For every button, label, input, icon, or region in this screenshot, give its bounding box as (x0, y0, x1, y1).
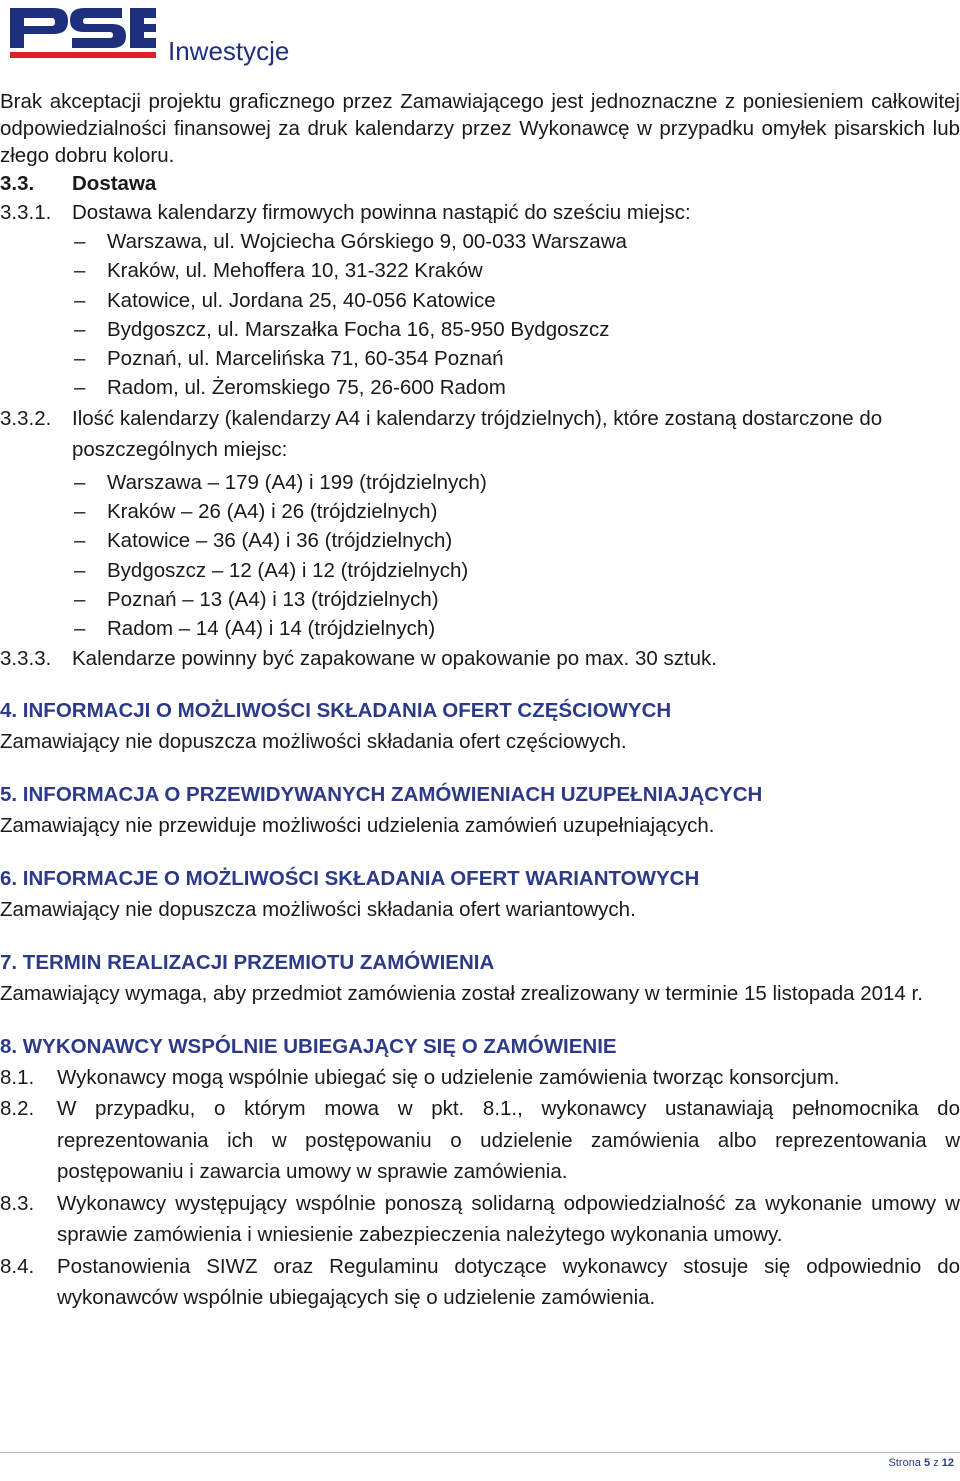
section-6-heading: 6. INFORMACJE O MOŻLIWOŚCI SKŁADANIA OFERT WARIANTOWYCH (0, 866, 700, 890)
list-item: – Kraków, ul. Mehoffera 10, 31-322 Kraków (74, 259, 483, 283)
section-6-text: Zamawiający nie dopuszcza możliwości składania ofert wariantowych. (0, 897, 636, 921)
list-item: – Katowice, ul. Jordana 25, 40-056 Katowice (74, 288, 496, 312)
section-4-heading: 4. INFORMACJI O MOŻLIWOŚCI SKŁADANIA OFERT CZĘŚCIOWYCH (0, 698, 672, 722)
document-page (0, 88, 960, 1314)
section-5 (0, 780, 960, 841)
section-7-heading: 7. TERMIN REALIZACJI PRZEMIOTU ZAMÓWIENIA (0, 950, 495, 974)
section-3-3-3: 3.3.3. Kalendarze powinny być zapakowane w opakowanie po max. 30 sztuk. (0, 646, 717, 670)
list-item: – Poznań – 13 (A4) i 13 (trójdzielnych) (74, 587, 439, 611)
section-3-3-1: 3.3.1. Dostawa kalendarzy firmowych powinna nastąpić do sześciu miejsc: (0, 201, 691, 224)
section-7-text: Zamawiający wymaga, aby przedmiot zamówienia został zrealizowany w terminie 15 listopada 2014 r. (0, 981, 923, 1005)
logo-subtitle: Inwestycje (168, 36, 290, 66)
list-item: – Kraków – 26 (A4) i 26 (trójdzielnych) (74, 500, 438, 524)
section-5-text: Zamawiający nie przewiduje możliwości udzielenia zamówień uzupełniających. (0, 813, 715, 837)
list-item: – Katowice – 36 (A4) i 36 (trójdzielnych) (74, 529, 453, 553)
section-3-3-heading: 3.3. Dostawa (0, 172, 157, 195)
section-6 (0, 864, 960, 925)
section-7 (0, 948, 960, 1009)
section-4-text: Zamawiający nie dopuszcza możliwości składania ofert częściowych. (0, 729, 627, 753)
quantity-list (0, 468, 960, 644)
list-item: – Bydgoszcz, ul. Marszałka Focha 16, 85-950 Bydgoszcz (74, 317, 610, 341)
section-5-heading: 5. INFORMACJA O PRZEWIDYWANYCH ZAMÓWIENIACH UZUPEŁNIAJĄCYCH (0, 782, 763, 806)
section-8 (0, 1032, 960, 1314)
list-item: – Radom – 14 (A4) i 14 (trójdzielnych) (74, 617, 436, 641)
footer-divider (0, 1452, 960, 1453)
pse-logo-mark (10, 8, 156, 58)
intro-paragraph: Brak akceptacji projektu graficznego przez Zamawiającego jest jednoznaczne z poniesieniem całkowitej odpowiedzialności finansowej za druk kalendarzy przez Wykonawcę w przypadku omyłek pisarskich lub złego dobru koloru. (0, 90, 960, 167)
list-item: – Bydgoszcz – 12 (A4) i 12 (trójdzielnych) (74, 558, 469, 582)
section-4 (0, 696, 960, 757)
pse-inwestycje-logo (8, 4, 308, 68)
list-item: – Poznań, ul. Marcelińska 71, 60-354 Poznań (74, 347, 504, 371)
list-item: – Radom, ul. Żeromskiego 75, 26-600 Radom (74, 376, 506, 400)
list-item: 8.4. Postanowienia SIWZ oraz Regulaminu dotyczące wykonawcy stosuje się odpowiednio do wykonawców wspólnie ubiegających się o udzielenie zamówienia. (0, 1254, 960, 1310)
list-item: 8.2. W przypadku, o którym mowa w pkt. 8.1., wykonawcy ustanawiają pełnomocnika do reprezentowania ich w postępowaniu o udzielenie zamówienia albo reprezentowania w postępowaniu i zawarcia umowy w sprawie zamówienia. (0, 1097, 960, 1184)
list-item: 8.1. Wykonawcy mogą wspólnie ubiegać się o udzielenie zamówienia tworząc konsorcjum. (0, 1065, 840, 1089)
section-3-3-2: 3.3.2. Ilość kalendarzy (kalendarzy A4 i kalendarzy trójdzielnych), które zostaną dostarczone do poszczególnych miejsc: (0, 406, 883, 461)
list-item: – Warszawa – 179 (A4) i 199 (trójdzielnych) (74, 470, 487, 494)
delivery-address-list (0, 227, 960, 403)
section-8-heading: 8. WYKONAWCY WSPÓLNIE UBIEGAJĄCY SIĘ O ZAMÓWIENIE (0, 1034, 617, 1058)
page-number: Strona 5 z 12 (888, 1457, 954, 1469)
list-item: 8.3. Wykonawcy występujący wspólnie ponoszą solidarną odpowiedzialność za wykonanie umowy w sprawie zamówienia i wniesienie zabezpieczenia należytego wykonania umowy. (0, 1191, 960, 1247)
list-item: – Warszawa, ul. Wojciecha Górskiego 9, 00-033 Warszawa (74, 230, 627, 253)
